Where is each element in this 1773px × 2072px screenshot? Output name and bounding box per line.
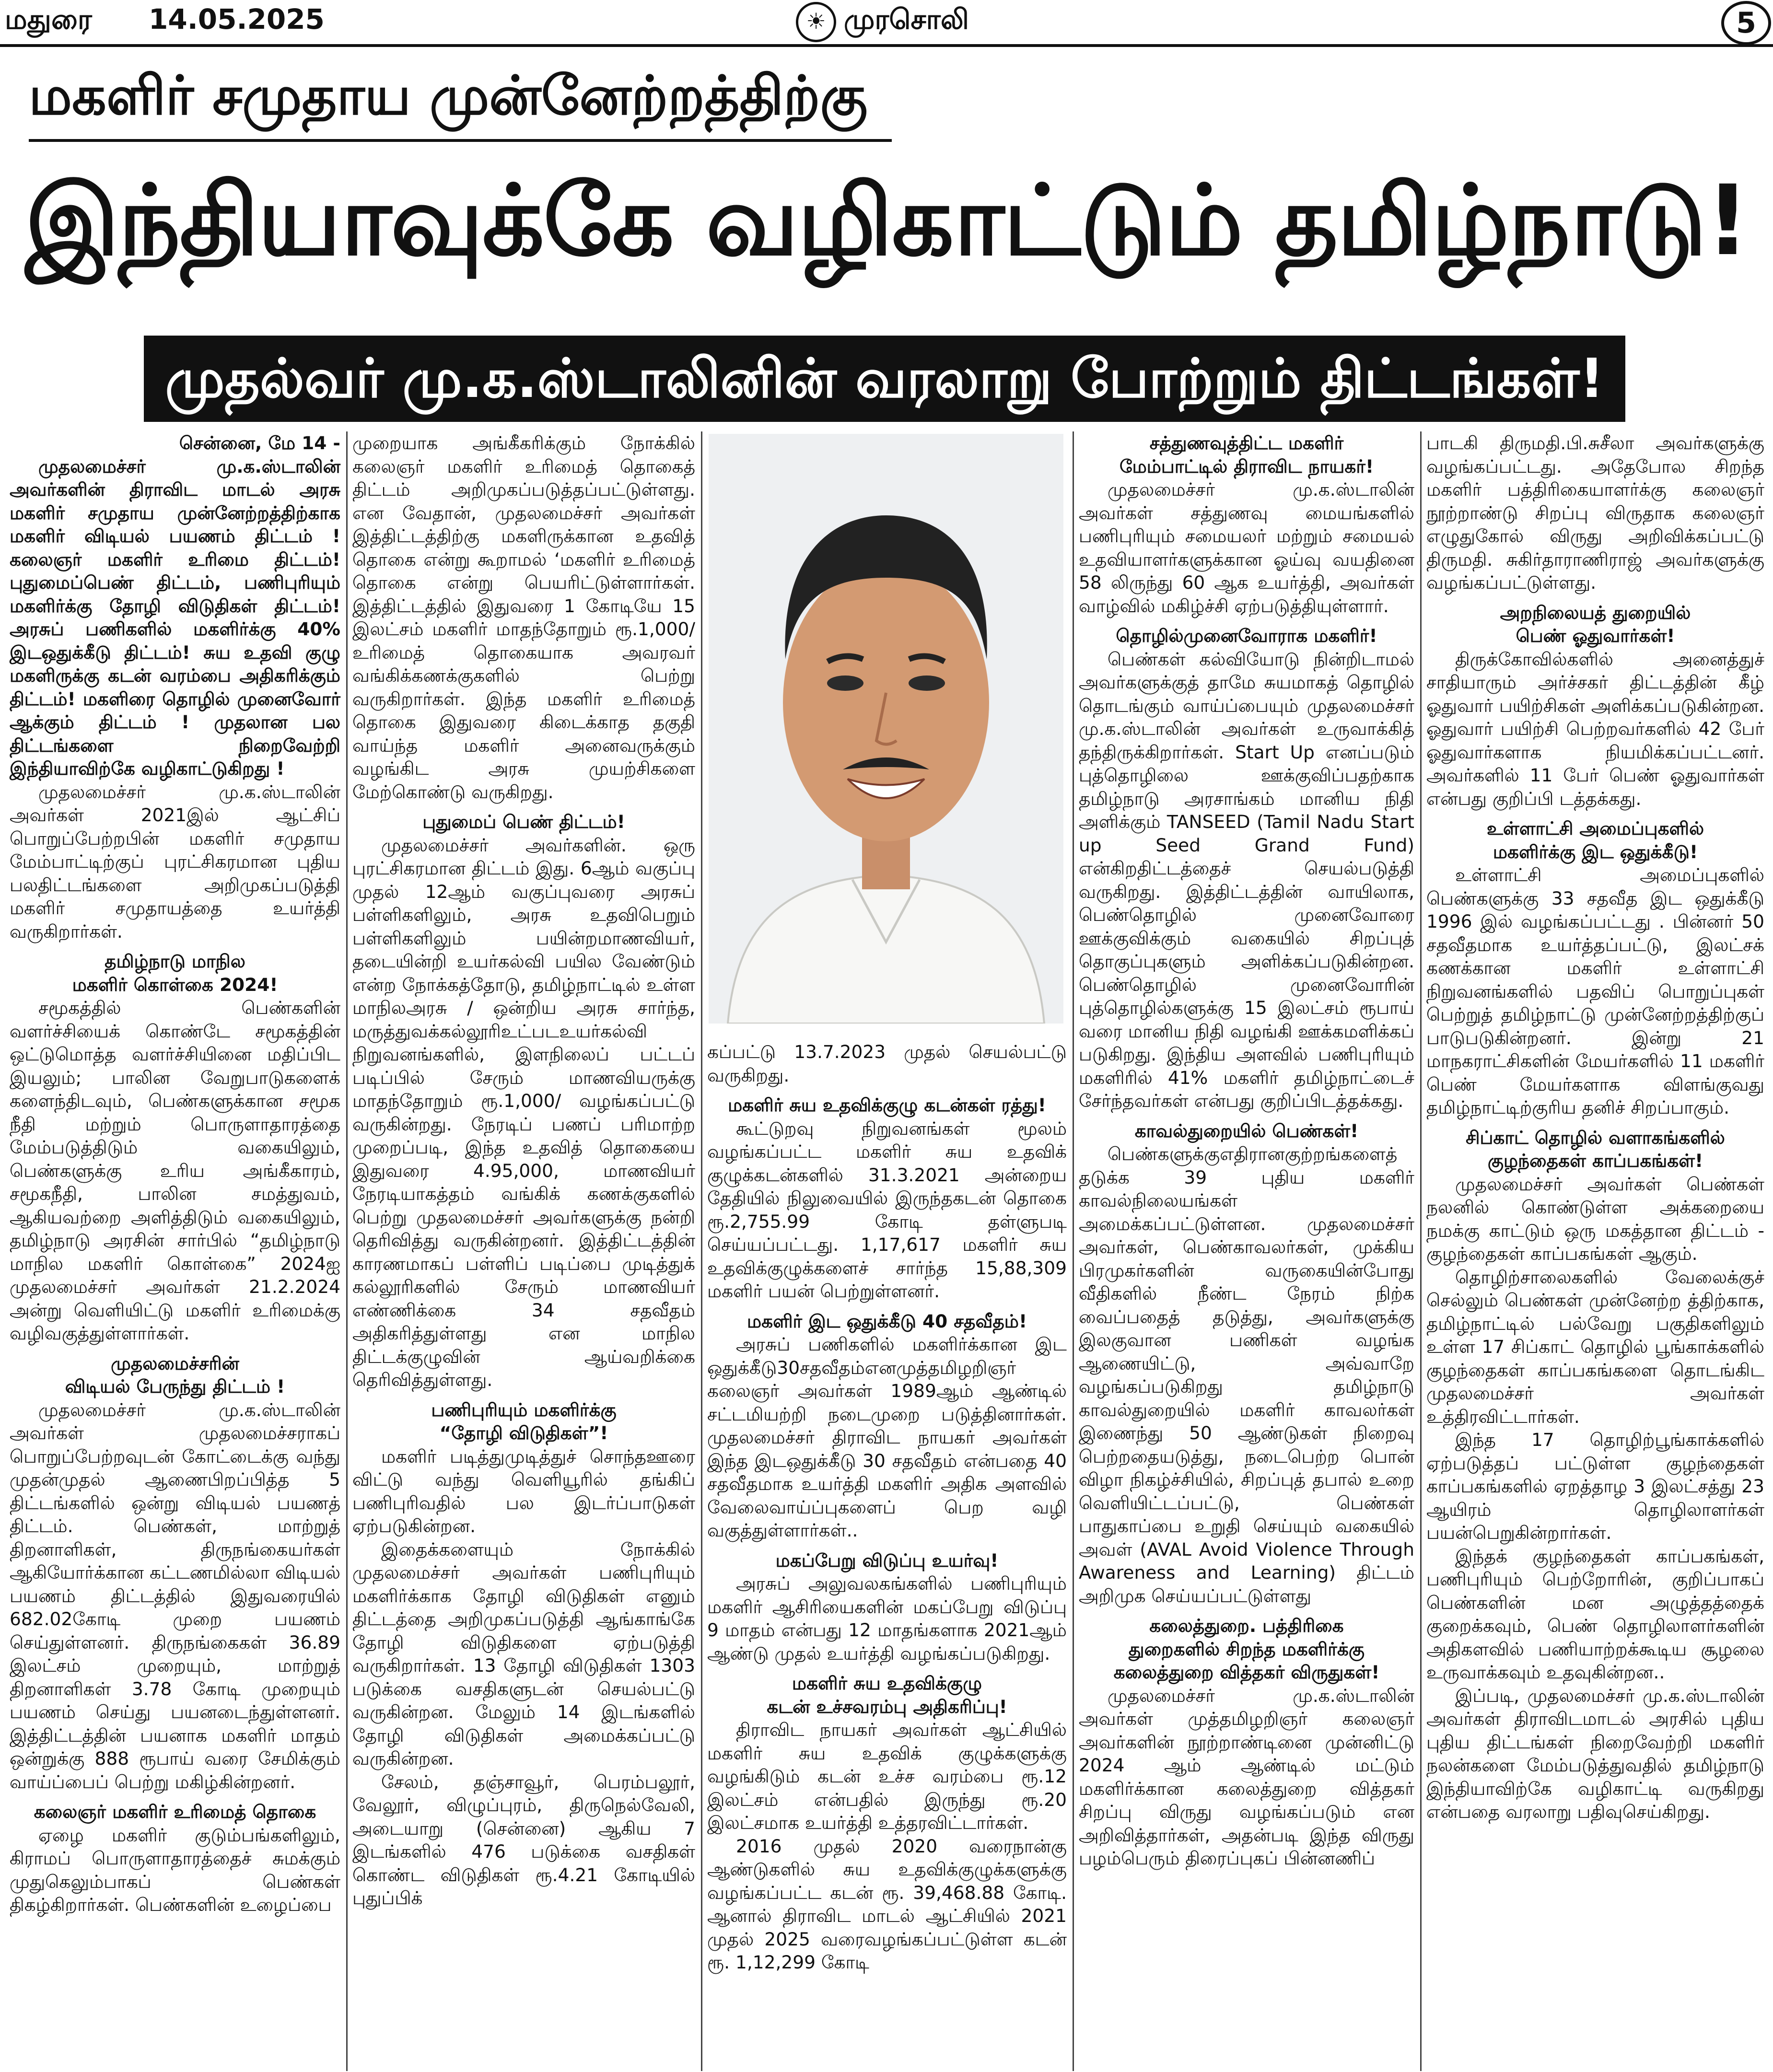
paragraph: சமூகத்தில் பெண்களின் வளர்ச்சியைக் கொண்டே சமூகத்தின் ஒட்டுமொத்த வளர்ச்சியினை மதிப்பிட இயலும்; பாலின வேறுபாடுகளைக் களைந்திடவும், பெண்களுக்கான சமூக நீதி மற்றும் பொருளாதாரத்தை மேம்படுத்திடும் வகையிலும், பெண்களுக்கு உரிய அங்கீகாரம், சமூகநீதி, பாலின சமத்துவம், ஆகியவற்றை அளித்திடும் வகையிலும், தமிழ்நாடு அரசின் சார்பில் “தமிழ்நாடு மாநில மகளிர் கொள்கை” 2024ஐ முதலமைச்சர் அவர்கள் 21.2.2024 அன்று வெளியிட்டு மகளிர் உரிமைக்கு வழிவகுத்துள்ளார்கள். <box>10 997 340 1344</box>
subheading: கடன் உச்சவரம்பு அதிகரிப்பு! <box>767 1696 1007 1717</box>
paragraph: முதலமைச்சர் மு.க.ஸ்டாலின் அவர்கள் முதலமைச்சராகப் பொறுப்பேற்றவுடன் கோட்டைக்கு வந்து முதன்முதல் ஆணைபிறப்பித்த 5 திட்டங்களில் ஒன்று விடியல் பயணத் திட்டம். பெண்கள், மாற்றுத் திறனாளிகள், திருநங்கையர்கள் ஆகியோர்க்கான கட்டணமில்லா விடியல் பயணம் திட்டத்தில் இதுவரையில் 682.02கோடி முறை பயணம் செய்துள்ளனர். திருநங்கைகள் 36.89 இலட்சம் முறையும், மாற்றுத் திறனாளிகள் 3.78 கோடி முறையும் பயணம் செய்து பயனடைந்துள்ளனர். இத்திட்டத்தின் பயனாக மகளிர் மாதம் ஒன்றுக்கு 888 ரூபாய் வரை சேமிக்கும் வாய்ப்பைப் பெற்று மகிழ்கின்றனர். <box>10 1399 340 1793</box>
chief-minister-photo <box>709 434 1063 1024</box>
paragraph: 2016 முதல் 2020 வரைநான்கு ஆண்டுகளில் சுய உதவிக்குழுக்களுக்கு வழங்கப்பட்ட கடன் ரூ. 39,468.88 கோடி. ஆனால் திராவிட மாடல் ஆட்சியில் 2021 முதல் 2025 வரைவழங்கப்பட்டுள்ள கடன் ரூ. 1,12,299 கோடி <box>707 1835 1067 1973</box>
paragraph: கப்பட்டு 13.7.2023 முதல் செயல்பட்டு வருகிறது. <box>707 1041 1067 1086</box>
subheading: விடியல் பேருந்து திட்டம் ! <box>65 1376 285 1397</box>
paragraph: திருக்கோவில்களில் அனைத்துச் சாதியாரும் அர்ச்சகர் திட்டத்தின் கீழ் ஓதுவார் பயிற்சிகள் அளிக்கப்படுகின்றன. ஓதுவார் பயிற்சி பெற்றவர்களில் 42 பேர் ஓதுவார்களாக நியமிக்கப்பட்டனர். அவர்களில் 11 பேர் பெண் ஓதுவார்கள் என்பது குறிப்பி டத்தக்கது. <box>1426 648 1764 809</box>
subheading: மகப்பேறு விடுப்பு உயர்வு! <box>775 1549 999 1571</box>
subheading: கலைஞர் மகளிர் உரிமைத் தொகை <box>34 1801 316 1822</box>
paragraph: முதலமைச்சர் அவர்கள் பெண்கள் நலனில் கொண்டுள்ள அக்கறையை நமக்கு காட்டும் ஒரு மகத்தான திட்டம் - குழந்தைகள் காப்பகங்கள் ஆகும். <box>1426 1173 1764 1264</box>
subheading: பணிபுரியும் மகளிர்க்கு <box>431 1399 617 1420</box>
paragraph: முதலமைச்சர் மு.க.ஸ்டாலின் அவர்கள் 2021இல் ஆட்சிப் பொறுப்பேற்றபின் மகளிர் சமுதாய மேம்பாட்டிற்குப் புரட்சிகரமான புதிய பலதிட்டங்களை அறிமுகப்படுத்தி மகளிர் சமுதாயத்தை உயர்த்தி வருகிறார்கள். <box>10 781 340 942</box>
article-column-5 <box>1426 431 1764 1824</box>
paragraph: பெண்களுக்குஎதிரானகுற்றங்களைத் தடுக்க 39 புதிய மகளிர் காவல்நிலையங்கள் அமைக்கப்பட்டுள்ளன. முதலமைச்சர் அவர்கள், பெண்காவலர்கள், முக்கிய பிரமுகர்களின் வருகையின்போது வீதிகளில் நீண்ட நேரம் நிற்க வைப்பதைத் தடுத்து, அவர்களுக்கு இலகுவான பணிகள் வழங்க ஆணையிட்டு, அவ்வாறே வழங்கப்படுகிறது தமிழ்நாடு காவல்துறையில் மகளிர் காவலர்கள் இணைந்து 50 ஆண்டுகள் நிறைவு பெற்றதையடுத்து, நடைபெற்ற பொன் விழா நிகழ்ச்சியில், சிறப்புத் தபால் உறை வெளியிட்டப்பட்டு, பெண்கள் பாதுகாப்பை உறுதி செய்யும் வகையில் அவள் (AVAL Avoid Violence Through Awareness and Learning) திட்டம் அறிமுக செய்யப்பட்டுள்ளது <box>1079 1143 1414 1606</box>
paragraph: திராவிட நாயகர் அவர்கள் ஆட்சியில் மகளிர் சுய உதவிக் குழுக்களுக்கு வழங்கிடும் கடன் உச்ச வரம்பை ரூ.12 இலட்சம் என்பதில் இருந்து ரூ.20 இலட்சமாக உயர்த்தி உத்தரவிட்டார்கள். <box>707 1719 1067 1833</box>
column-divider <box>1073 431 1074 2071</box>
subheadline-banner <box>144 336 1625 422</box>
article-column-3 <box>707 1040 1067 1974</box>
paragraph: உள்ளாட்சி அமைப்புகளில் பெண்களுக்கு 33 சதவீத இட ஒதுக்கீடு 1996 இல் வழங்கப்பட்டது . பின்னர் 50 சதவீதமாக உயர்த்தப்பட்டு, இலட்சக் கணக்கான மகளிர் உள்ளாட்சி நிறுவனங்களில் பதவிப் பொறுப்புகள் பெற்றுத் தமிழ்நாட்டு முன்னேற்றத்திற்குப் பாடுபடுகின்றனர். இன்று 21 மாநகராட்சிகளின் மேயர்களில் 11 மகளிர் பெண் மேயர்களாக விளங்குவது தமிழ்நாட்டிற்குரிய தனிச் சிறப்பாகும். <box>1426 864 1764 1118</box>
paragraph: முதலமைச்சர் அவர்களின். ஒரு புரட்சிகரமான திட்டம் இது. 6ஆம் வகுப்பு முதல் 12ஆம் வகுப்புவரை அரசுப் பள்ளிகளிலும், அரசு உதவிபெறும் பள்ளிகளிலும் பயின்றமாணவியர், தடையின்றி உயர்கல்வி பயில வேண்டும் என்ற நோக்கத்தோடு, தமிழ்நாட்டில் உள்ள மாநிலஅரசு / ஒன்றிய அரசு சார்ந்த, மருத்துவக்கல்லூரிஉட்படஉயர்கல்வி நிறுவனங்களில், இளநிலைப் பட்டப் படிப்பில் சேரும் மாணவியருக்கு மாதந்தோறும் ரூ.1,000/ வழங்கப்பட்டு வருகின்றது. நேரடிப் பணப் பரிமாற்ற முறைப்படி, இந்த உதவித் தொகையை இதுவரை 4.95,000, மாணவியர் நேரடியாகத்தம் வங்கிக் கணக்குகளில் பெற்று முதலமைச்சர் அவர்களுக்கு நன்றி தெரிவித்து வருகின்றனர். இத்திட்டத்தின் காரணமாகப் பள்ளிப் படிப்பை முடித்துக் கல்லூரிகளில் சேரும் மாணவியர் எண்ணிக்கை 34 சதவீதம் அதிகரித்துள்ளது என மாநில திட்டக்குழுவின் ஆய்வறிக்கை தெரிவித்துள்ளது. <box>352 834 695 1390</box>
subheading: குழந்தைகள் காப்பகங்கள்! <box>1487 1150 1703 1171</box>
paragraph: பாடகி திருமதி.பி.சுசீலா அவர்களுக்கு வழங்கப்பட்டது. அதேபோல சிறந்த மகளிர் பத்திரிகையாளர்க்கு கலைஞர் நூற்றாண்டு சிறப்பு விருதாக கலைஞர் எழுதுகோல் விருது அறிவிக்கப்பட்டு திருமதி. சுகிர்தாராணிராஜ் அவர்களுக்கு வழங்கப்பட்டுள்ளது. <box>1426 432 1764 593</box>
subheading: தமிழ்நாடு மாநில <box>105 951 245 972</box>
subheading: முதலமைச்சரின் <box>111 1352 239 1374</box>
paragraph: பெண்கள் கல்வியோடு நின்றிடாமல் அவர்களுக்குத் தாமே சுயமாகத் தொழில் தொடங்கும் வாய்ப்பையும் முதலமைச்சர் மு.க.ஸ்டாலின் அவர்கள் உருவாக்கித் தந்திருக்கிறார்கள். Start Up எனப்படும் புத்தொழிலை ஊக்குவிப்பதற்காக தமிழ்நாடு அரசாங்கம் மானிய நிதி அளிக்கும் TANSEED (Tamil Nadu Start up Seed Grand Fund) என்கிறதிட்டத்தைச் செயல்படுத்தி வருகிறது. இத்திட்டத்தின் வாயிலாக, பெண்தொழில் முனைவோரை ஊக்குவிக்கும் வகையில் சிறப்புத் தொகுப்புகளும் அளிக்கப்படுகின்றன. பெண்தொழில் முனைவோரின் புத்தொழில்களுக்கு 15 இலட்சம் ரூபாய் வரை மானிய நிதி வழங்கி ஊக்கமளிக்கப் படுகிறது. இந்திய அளவில் பணிபுரியும் மகளிரில் 41% மகளிர் தமிழ்நாட்டைச் சேர்ந்தவர்கள் என்பது குறிப்பிடத்தக்கது. <box>1079 648 1414 1111</box>
masthead <box>0 0 1773 47</box>
subheading: சத்துணவுத்திட்ட மகளிர் <box>1149 432 1344 454</box>
paragraph: இந்தக் குழந்தைகள் காப்பகங்கள், பணிபுரியும் பெற்றோரின், குறிப்பாகப் பெண்களின் மன அழுத்தத்தைக் குறைக்கவும், பெண் தொழிலாளர்களின் அதிகளவில் பணியாற்றக்கூடிய சூழலை உருவாக்கவும் உதவுகின்றன.. <box>1426 1545 1764 1683</box>
paragraph: ஏழை மகளிர் குடும்பங்களிலும், கிராமப் பொருளாதாரத்தைச் சுமக்கும் முதுகெலும்பாகப் பெண்கள் திகழ்கிறார்கள். பெண்களின் உழைப்பை <box>10 1824 340 1915</box>
article-column-4 <box>1079 431 1414 1870</box>
paragraph: இப்படி, முதலமைச்சர் மு.க.ஸ்டாலின் அவர்கள் திராவிடமாடல் அரசில் புதிய புதிய திட்டங்கள் நிறைவேற்றி மகளிர் நலன்களை மேம்படுத்துவதில் தமிழ்நாடு இந்தியாவிற்கே வழிகாட்டி வருகிறது என்பதை வரலாறு பதிவுசெய்கிறது. <box>1426 1685 1764 1822</box>
main-headline: இந்தியாவுக்கே வழிகாட்டும் தமிழ்நாடு! <box>25 164 1749 277</box>
page-number: 5 <box>1721 1 1771 45</box>
column-divider <box>701 431 702 2071</box>
paragraph: அரசுப் பணிகளில் மகளிர்க்கான இட ஒதுக்கீடு30சதவீதம்எனமுத்தமிழறிஞர் கலைஞர் அவர்கள் 1989ஆம் ஆண்டில் சட்டமியற்றி நடைமுறை படுத்தினார்கள். முதலமைச்சர் திராவிட நாயகர் அவர்கள் இந்த இடஒதுக்கீடு 30 சதவீதம் என்பதை 40 சதவீதமாக உயர்த்தி மகளிர் அதிக அளவில் வேலைவாய்ப்புகளைப் பெற வழி வகுத்துள்ளார்கள்.. <box>707 1334 1067 1541</box>
portrait-illustration <box>709 434 1063 1024</box>
subheading: கலைத்துறை. பத்திரிகை <box>1149 1615 1344 1636</box>
newspaper-logo <box>796 2 836 42</box>
subheading: சிப்காட் தொழில் வளாகங்களில் <box>1466 1127 1725 1148</box>
subheading: கலைத்துறை வித்தகர் விருதுகள்! <box>1113 1662 1380 1683</box>
subheading: பெண் ஓதுவார்கள்! <box>1516 625 1675 646</box>
column-divider <box>1420 431 1422 2071</box>
subheading: தொழில்முனைவோராக மகளிர்! <box>1116 625 1377 646</box>
paragraph: இந்த 17 தொழிற்பூங்காக்களில் ஏற்படுத்தப் பட்டுள்ள குழந்தைகள் காப்பகங்களில் ஏறத்தாழ 3 இலட்சத்து 23 ஆயிரம் தொழிலாளர்கள் பயன்பெறுகின்றார்கள். <box>1426 1429 1764 1543</box>
paragraph: முறையாக அங்கீகரிக்கும் நோக்கில் கலைஞர் மகளிர் உரிமைத் தொகைத் திட்டம் அறிமுகப்படுத்தப்பட்டுள்ளது. என வேதான், முதலமைச்சர் அவர்கள் இத்திட்டத்திற்கு மகளிருக்கான உதவித் தொகை என்று கூறாமல் ‘மகளிர் உரிமைத் தொகை என்று பெயரிட்டுள்ளார்கள். இத்திட்டத்தில் இதுவரை 1 கோடியே 15 இலட்சம் மகளிர் மாதந்தோறும் ரூ.1,000/ உரிமைத் தொகையாக அவரவர் வங்கிக்கணக்குகளில் பெற்று வருகிறார்கள். இந்த மகளிர் உரிமைத் தொகை இதுவரை கிடைக்காத தகுதி வாய்ந்த மகளிர் அனைவருக்கும் வழங்கிட அரசு முயற்சிகளை மேற்கொண்டு வருகிறது. <box>352 432 695 803</box>
paragraph: கூட்டுறவு நிறுவனங்கள் மூலம் வழங்கப்பட்ட மகளிர் சுய உதவிக் குழுக்கடன்களில் 31.3.2021 அன்றைய தேதியில் நிலுவையில் இருந்தகடன் தொகை ரூ.2,755.99 கோடி தள்ளுபடி செய்யப்பட்டது. 1,17,617 மகளிர் சுய உதவிக்குழுக்களைச் சார்ந்த 15,88,309 மகளிர் பயன் பெற்றுள்ளனர். <box>707 1117 1067 1302</box>
paragraph: மகளிர் படித்துமுடித்துச் சொந்தஊரை விட்டு வந்து வெளியூரில் தங்கிப் பணிபுரிவதில் பல இடர்ப்பாடுகள் ஏற்படுகின்றன. <box>352 1445 695 1537</box>
article-column-1 <box>10 431 340 1917</box>
article-intro: முதலமைச்சர் மு.க.ஸ்டாலின் அவர்களின் திராவிட மாடல் அரசு மகளிர் சமுதாய முன்னேற்றத்திற்காக மகளிர் விடியல் பயணம் திட்டம் ! கலைஞர் மகளிர் உரிமை திட்டம்! புதுமைப்பெண் திட்டம், பணிபுரியும் மகளிர்க்கு தோழி விடுதிகள் திட்டம்! அரசுப் பணிகளில் மகளிர்க்கு 40% இடஒதுக்கீடு திட்டம்! சுய உதவி குழு மகளிருக்கு கடன் வரம்பை அதிகரிக்கும் திட்டம்! மகளிரை தொழில் முனைவோர் ஆக்கும் திட்டம் ! முதலான பல திட்டங்களை நிறைவேற்றி இந்தியாவிற்கே வழிகாட்டுகிறது ! <box>10 455 340 779</box>
edition-place: மதுரை <box>5 3 92 35</box>
subheading: மகளிர் கொள்கை 2024! <box>72 974 278 995</box>
article-column-2 <box>352 431 695 1910</box>
paragraph: அரசுப் அலுவலகங்களில் பணிபுரியும் மகளிர் ஆசிரியைகளின் மகப்பேறு விடுப்பு 9 மாதம் என்பது 12 மாதங்களாக 2021ஆம் ஆண்டு முதல் உயர்த்தி வழங்கப்படுகிறது. <box>707 1573 1067 1664</box>
paragraph: தொழிற்சாலைகளில் வேலைக்குச் செல்லும் பெண்கள் முன்னேற்ற த்திற்காக, தமிழ்நாட்டில் பல்வேறு பகுதிகளிலும் உள்ள 17 சிப்காட் தொழில் பூங்காக்களில் குழந்தைகள் காப்பகங்களை தொடங்கிட முதலமைச்சர் அவர்கள் உத்திரவிட்டார்கள். <box>1426 1266 1764 1427</box>
column-divider <box>346 431 348 2071</box>
subheading: மகளிர் சுய உதவிக்குழு கடன்கள் ரத்து! <box>728 1094 1046 1116</box>
dateline: சென்னை, மே 14 - <box>179 432 340 454</box>
edition-date: 14.05.2025 <box>149 3 325 35</box>
subheading: மகளிர் இட ஒதுக்கீடு 40 சதவீதம்! <box>747 1310 1027 1332</box>
subheading: மேம்பாட்டில் திராவிட நாயகர்! <box>1119 455 1374 477</box>
kicker-underline <box>29 139 892 142</box>
subheading: அறநிலையத் துறையில் <box>1500 602 1691 623</box>
paragraph: இதைக்களையும் நோக்கில் முதலமைச்சர் அவர்கள் பணிபுரியும் மகளிர்க்காக தோழி விடுதிகள் எனும் திட்டத்தை அறிமுகப்படுத்தி ஆங்காங்கே தோழி விடுதிகளை ஏற்படுத்தி வருகிறார்கள். 13 தோழி விடுதிகள் 1303 படுக்கை வசதிகளுடன் செயல்பட்டு வருகின்றன. மேலும் 14 இடங்களில் தோழி விடுதிகள் அமைக்கப்பட்டு வருகின்றன. <box>352 1538 695 1769</box>
newspaper-name: முரசொலி <box>844 3 969 35</box>
rising-sun-icon: ☀ <box>806 8 826 34</box>
paragraph: முதலமைச்சர் மு.க.ஸ்டாலின் அவர்கள் சத்துணவு மையங்களில் பணிபுரியும் சமையலர் மற்றும் சமையல் உதவியாளர்களுக்கான ஓய்வு வயதினை 58 லிருந்து 60 ஆக உயர்த்தி, அவர்கள் வாழ்வில் மகிழ்ச்சி ஏற்படுத்தியுள்ளார். <box>1079 479 1414 617</box>
paragraph: சேலம், தஞ்சாவூர், பெரம்பலூர், வேலூர், விழுப்புரம், திருநெல்வேலி, அடையாறு (சென்னை) ஆகிய 7 இடங்களில் 476 படுக்கை வசதிகள் கொண்ட விடுதிகள் ரூ.4.21 கோடியில் புதுப்பிக் <box>352 1771 695 1909</box>
subheading: மகளிர்க்கு இட ஒதுக்கீடு! <box>1493 841 1698 862</box>
paragraph: முதலமைச்சர் மு.க.ஸ்டாலின் அவர்கள் முத்தமிழறிஞர் கலைஞர் அவர்களின் நூற்றாண்டினை முன்னிட்டு 2024 ஆம் ஆண்டில் மட்டும் மகளிர்க்கான கலைத்துறை வித்தகர் சிறப்பு விருது வழங்கப்படும் என அறிவித்தார்கள், அதன்படி இந்த விருது பழம்பெரும் திரைப்புகப் பின்னணிப் <box>1079 1685 1414 1869</box>
subheading: “தோழி விடுதிகள்”! <box>439 1422 608 1443</box>
subheading: உள்ளாட்சி அமைப்புகளில் <box>1486 818 1704 839</box>
subheading: புதுமைப் பெண் திட்டம்! <box>422 811 625 832</box>
subheadline: முதல்வர் மு.க.ஸ்டாலினின் வரலாறு போற்றும் திட்டங்கள்! <box>165 348 1604 410</box>
headline-kicker: மகளிர் சமுதாய முன்னேற்றத்திற்கு <box>29 65 868 127</box>
subheading: மகளிர் சுய உதவிக்குழு <box>792 1673 982 1694</box>
subheading: காவல்துறையில் பெண்கள்! <box>1134 1120 1359 1141</box>
subheading: துறைகளில் சிறந்த மகளிர்க்கு <box>1129 1638 1365 1660</box>
